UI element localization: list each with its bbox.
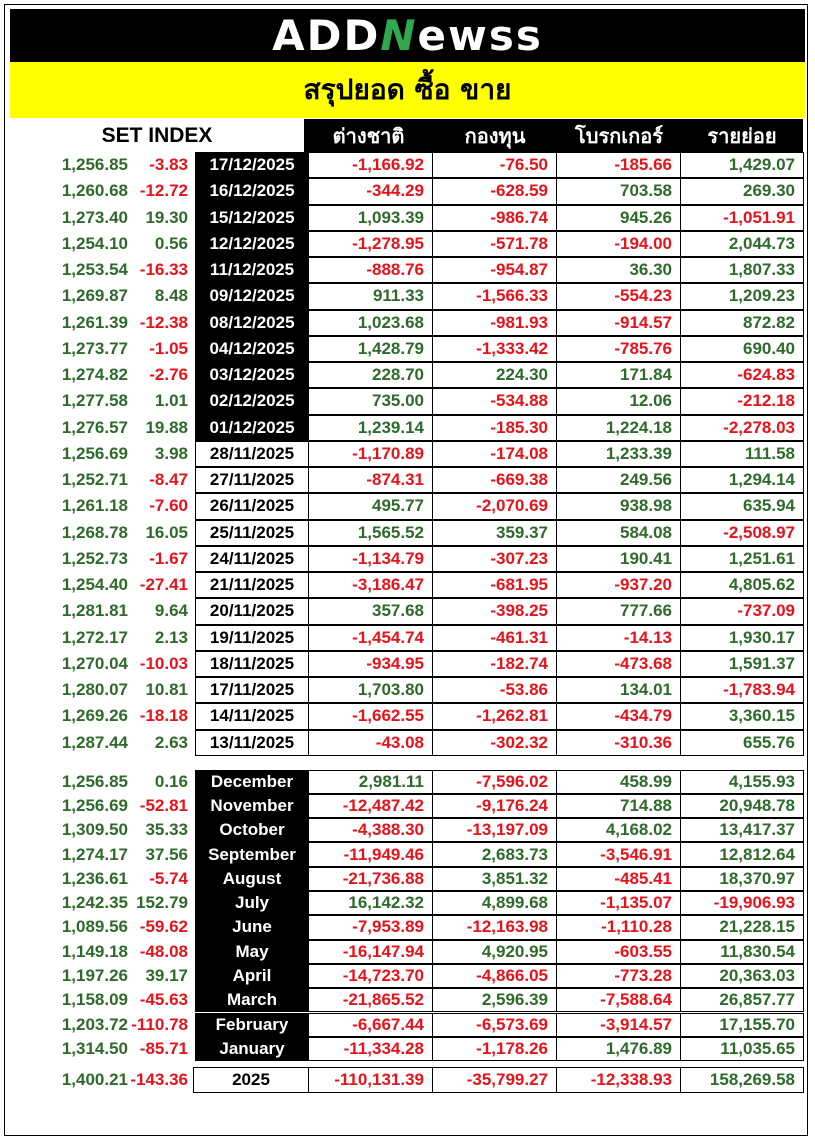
fund-value: 359.37 <box>433 520 557 546</box>
set-index-value: 1,256.69 <box>61 443 128 463</box>
set-index-change: -2.76 <box>149 365 188 385</box>
title-banner <box>10 62 805 118</box>
foreign-value: -934.95 <box>309 651 433 677</box>
date-label: 20/11/2025 <box>195 598 309 624</box>
broker-value: -434.79 <box>557 703 681 729</box>
date-label: 16/12/2025 <box>195 178 309 204</box>
foreign-value: -7,953.89 <box>309 915 433 939</box>
daily-row <box>0 625 815 651</box>
set-index-change: -143.36 <box>130 1070 188 1089</box>
month-label: May <box>195 940 309 964</box>
month-label: January <box>195 1037 309 1061</box>
daily-row <box>0 415 815 441</box>
set-index-value: 1,269.87 <box>61 286 128 306</box>
set-index-value: 1,270.04 <box>61 653 128 673</box>
fund-value: -461.31 <box>433 625 557 651</box>
foreign-value: 735.00 <box>309 388 433 414</box>
retail-value: -624.83 <box>681 362 804 388</box>
foreign-value: 16,142.32 <box>309 891 433 915</box>
fund-value: -681.95 <box>433 572 557 598</box>
daily-row <box>0 572 815 598</box>
column-header-foreign: ต่างชาติ <box>332 123 405 148</box>
set-index-change: 37.56 <box>145 844 188 864</box>
daily-row <box>0 231 815 257</box>
year-label: 2025 <box>193 1067 309 1093</box>
monthly-row <box>0 964 815 988</box>
broker-value: -1,135.07 <box>557 891 681 915</box>
fund-value: -302.32 <box>433 730 557 756</box>
set-index-value: 1,277.58 <box>61 391 128 411</box>
broker-value: -185.66 <box>557 152 681 178</box>
fund-value: -12,163.98 <box>433 915 557 939</box>
set-index-value: 1,274.82 <box>61 365 128 385</box>
set-index-value: 1,274.17 <box>61 844 128 864</box>
foreign-value: -43.08 <box>309 730 433 756</box>
set-index-value: 1,261.39 <box>61 312 128 332</box>
broker-value: 1,476.89 <box>557 1037 681 1061</box>
foreign-value: 357.68 <box>309 598 433 624</box>
fund-value: -986.74 <box>433 205 557 231</box>
foreign-value: -14,723.70 <box>309 964 433 988</box>
retail-value: 1,807.33 <box>681 257 804 283</box>
monthly-row <box>0 915 815 939</box>
retail-value: 4,805.62 <box>681 572 804 598</box>
set-index-change: 152.79 <box>136 893 188 913</box>
broker-value: 777.66 <box>557 598 681 624</box>
daily-row <box>0 310 815 336</box>
retail-value: -19,906.93 <box>681 891 804 915</box>
fund-value: -1,262.81 <box>433 703 557 729</box>
retail-value: 20,948.78 <box>681 794 804 818</box>
date-label: 25/11/2025 <box>195 520 309 546</box>
set-index-value: 1,287.44 <box>61 732 128 752</box>
broker-value: 4,168.02 <box>557 818 681 842</box>
retail-value: 1,251.61 <box>681 546 804 572</box>
monthly-row <box>0 770 815 794</box>
monthly-row <box>0 940 815 964</box>
month-label: March <box>195 988 309 1012</box>
set-index-value: 1,260.68 <box>61 181 128 201</box>
set-index-value: 1,261.18 <box>61 496 128 516</box>
foreign-value: -1,170.89 <box>309 441 433 467</box>
broker-value: 714.88 <box>557 794 681 818</box>
set-index-change: 10.81 <box>145 680 188 700</box>
retail-value: 635.94 <box>681 493 804 519</box>
daily-row <box>0 362 815 388</box>
retail-value: 1,591.37 <box>681 651 804 677</box>
foreign-value: 1,565.52 <box>309 520 433 546</box>
broker-value: -937.20 <box>557 572 681 598</box>
daily-row <box>0 598 815 624</box>
retail-value: 21,228.15 <box>681 915 804 939</box>
foreign-value: -11,949.46 <box>309 842 433 866</box>
date-label: 18/11/2025 <box>195 651 309 677</box>
broker-value: -1,110.28 <box>557 915 681 939</box>
monthly-row <box>0 1037 815 1061</box>
set-index-change: 0.56 <box>154 233 188 253</box>
foreign-value: 1,428.79 <box>309 336 433 362</box>
date-label: 15/12/2025 <box>195 205 309 231</box>
set-index-value: 1,400.21 <box>61 1070 128 1089</box>
foreign-value: 1,023.68 <box>309 310 433 336</box>
monthly-row <box>0 1013 815 1037</box>
column-header-bar <box>304 119 803 152</box>
set-index-change: 2.63 <box>154 732 188 752</box>
set-index-change: 2.13 <box>154 627 188 647</box>
set-index-value: 1,256.85 <box>61 771 128 791</box>
broker-value: -3,546.91 <box>557 842 681 866</box>
monthly-row <box>0 842 815 866</box>
fund-value: -398.25 <box>433 598 557 624</box>
date-label: 03/12/2025 <box>195 362 309 388</box>
retail-value: -1,783.94 <box>681 677 804 703</box>
fund-value: 4,899.68 <box>433 891 557 915</box>
set-index-change: -48.08 <box>139 941 188 961</box>
retail-value: 20,363.03 <box>681 964 804 988</box>
daily-row <box>0 651 815 677</box>
set-index-value: 1,269.26 <box>61 706 128 726</box>
set-index-value: 1,254.10 <box>61 233 128 253</box>
broker-value: -7,588.64 <box>557 988 681 1012</box>
fund-value: 3,851.32 <box>433 867 557 891</box>
set-index-change: -59.62 <box>139 917 188 937</box>
retail-value: 13,417.37 <box>681 818 804 842</box>
daily-row <box>0 520 815 546</box>
set-index-value: 1,242.35 <box>61 893 128 913</box>
set-index-value: 1,314.50 <box>61 1038 128 1058</box>
broker-value: 1,224.18 <box>557 415 681 441</box>
broker-value: 945.26 <box>557 205 681 231</box>
broker-value: 458.99 <box>557 770 681 794</box>
fund-value: -185.30 <box>433 415 557 441</box>
set-index-value: 1,309.50 <box>61 820 128 840</box>
set-index-change: -1.67 <box>149 548 188 568</box>
broker-value: 134.01 <box>557 677 681 703</box>
daily-row <box>0 441 815 467</box>
set-index-change: 39.17 <box>145 966 188 986</box>
month-label: August <box>195 867 309 891</box>
fund-value: -571.78 <box>433 231 557 257</box>
daily-row <box>0 388 815 414</box>
foreign-value: 1,239.14 <box>309 415 433 441</box>
fund-value: -534.88 <box>433 388 557 414</box>
broker-value: -773.28 <box>557 964 681 988</box>
set-index-value: 1,158.09 <box>61 990 128 1010</box>
yearly-total-row <box>0 1067 815 1093</box>
month-label: June <box>195 915 309 939</box>
set-index-header: SET INDEX <box>101 124 213 147</box>
foreign-value: -11,334.28 <box>309 1037 433 1061</box>
fund-value: -307.23 <box>433 546 557 572</box>
fund-value: -4,866.05 <box>433 964 557 988</box>
set-index-change: -16.33 <box>139 260 188 280</box>
broker-value: -485.41 <box>557 867 681 891</box>
broker-value: -310.36 <box>557 730 681 756</box>
set-index-value: 1,149.18 <box>61 941 128 961</box>
month-label: September <box>195 842 309 866</box>
retail-value: 872.82 <box>681 310 804 336</box>
set-index-value: 1,281.81 <box>61 601 128 621</box>
broker-value: -3,914.57 <box>557 1013 681 1037</box>
retail-value: 111.58 <box>681 441 804 467</box>
date-label: 12/12/2025 <box>195 231 309 257</box>
set-index-value: 1,254.40 <box>61 575 128 595</box>
fund-value: 2,683.73 <box>433 842 557 866</box>
date-label: 02/12/2025 <box>195 388 309 414</box>
set-index-value: 1,236.61 <box>61 868 128 888</box>
retail-value: 1,429.07 <box>681 152 804 178</box>
broker-value: -554.23 <box>557 283 681 309</box>
fund-value: -182.74 <box>433 651 557 677</box>
retail-value: 11,830.54 <box>681 940 804 964</box>
column-header-fund: กองทุน <box>464 123 526 148</box>
date-label: 11/12/2025 <box>195 257 309 283</box>
date-label: 17/11/2025 <box>195 677 309 703</box>
foreign-value: -1,278.95 <box>309 231 433 257</box>
broker-value: 1,233.39 <box>557 441 681 467</box>
set-index-change: -45.63 <box>139 990 188 1010</box>
set-index-value: 1,256.69 <box>61 795 128 815</box>
broker-value: -14.13 <box>557 625 681 651</box>
retail-value: 3,360.15 <box>681 703 804 729</box>
set-index-change: -7.60 <box>149 496 188 516</box>
month-label: December <box>195 770 309 794</box>
fund-value: -1,566.33 <box>433 283 557 309</box>
fund-value: -1,333.42 <box>433 336 557 362</box>
foreign-value: -1,166.92 <box>309 152 433 178</box>
set-index-value: 1,252.71 <box>61 470 128 490</box>
foreign-value: -1,662.55 <box>309 703 433 729</box>
foreign-value: 495.77 <box>309 493 433 519</box>
fund-value: -76.50 <box>433 152 557 178</box>
set-index-change: -18.18 <box>139 706 188 726</box>
set-index-change: 1.01 <box>154 391 188 411</box>
date-label: 27/11/2025 <box>195 467 309 493</box>
set-index-change: -1.05 <box>149 338 188 358</box>
retail-value: 655.76 <box>681 730 804 756</box>
set-index-change: -85.71 <box>139 1038 188 1058</box>
set-index-change: 0.16 <box>154 771 188 791</box>
fund-value: 4,920.95 <box>433 940 557 964</box>
set-index-change: -3.83 <box>149 155 188 175</box>
fund-value: -628.59 <box>433 178 557 204</box>
foreign-value: -1,454.74 <box>309 625 433 651</box>
daily-row <box>0 703 815 729</box>
retail-value: 18,370.97 <box>681 867 804 891</box>
set-index-value: 1,272.17 <box>61 627 128 647</box>
retail-value: 1,209.23 <box>681 283 804 309</box>
foreign-value: 1,093.39 <box>309 205 433 231</box>
daily-row <box>0 493 815 519</box>
set-index-change: 19.88 <box>145 417 188 437</box>
fund-value: -53.86 <box>433 677 557 703</box>
monthly-row <box>0 988 815 1012</box>
retail-value: -2,508.97 <box>681 520 804 546</box>
monthly-row <box>0 891 815 915</box>
set-index-value: 1,276.57 <box>61 417 128 437</box>
foreign-value: 2,981.11 <box>309 770 433 794</box>
date-label: 24/11/2025 <box>195 546 309 572</box>
foreign-value: -16,147.94 <box>309 940 433 964</box>
set-index-change: 16.05 <box>145 522 188 542</box>
date-label: 26/11/2025 <box>195 493 309 519</box>
month-label: February <box>195 1013 309 1037</box>
monthly-row <box>0 794 815 818</box>
broker-value: -194.00 <box>557 231 681 257</box>
fund-value: -1,178.26 <box>433 1037 557 1061</box>
fund-value: -9,176.24 <box>433 794 557 818</box>
date-label: 21/11/2025 <box>195 572 309 598</box>
foreign-value: 228.70 <box>309 362 433 388</box>
retail-value: 269.30 <box>681 178 804 204</box>
set-index-change: 35.33 <box>145 820 188 840</box>
set-index-change: -10.03 <box>139 653 188 673</box>
broker-value: -603.55 <box>557 940 681 964</box>
fund-value: -981.93 <box>433 310 557 336</box>
daily-row <box>0 205 815 231</box>
foreign-value: -3,186.47 <box>309 572 433 598</box>
foreign-value: -4,388.30 <box>309 818 433 842</box>
retail-value: -737.09 <box>681 598 804 624</box>
fund-value: 2,596.39 <box>433 988 557 1012</box>
broker-value: 36.30 <box>557 257 681 283</box>
retail-value: -1,051.91 <box>681 205 804 231</box>
foreign-value: -874.31 <box>309 467 433 493</box>
daily-row <box>0 730 815 756</box>
set-index-change: 8.48 <box>154 286 188 306</box>
date-label: 28/11/2025 <box>195 441 309 467</box>
broker-value: -473.68 <box>557 651 681 677</box>
month-label: April <box>195 964 309 988</box>
daily-row <box>0 257 815 283</box>
set-index-value: 1,268.78 <box>61 522 128 542</box>
column-header-broker: โบรกเกอร์ <box>575 123 663 148</box>
set-index-change: -52.81 <box>139 795 188 815</box>
retail-value: 1,294.14 <box>681 467 804 493</box>
retail-value: 4,155.93 <box>681 770 804 794</box>
foreign-value: -12,487.42 <box>309 794 433 818</box>
fund-value: -669.38 <box>433 467 557 493</box>
date-label: 04/12/2025 <box>195 336 309 362</box>
set-index-value: 1,253.54 <box>61 260 128 280</box>
fund-value: -7,596.02 <box>433 770 557 794</box>
date-label: 17/12/2025 <box>195 152 309 178</box>
retail-value: -2,278.03 <box>681 415 804 441</box>
daily-row <box>0 178 815 204</box>
broker-value: 171.84 <box>557 362 681 388</box>
set-index-change: 9.64 <box>154 601 188 621</box>
set-index-value: 1,273.77 <box>61 338 128 358</box>
daily-row <box>0 467 815 493</box>
fund-value: 224.30 <box>433 362 557 388</box>
column-header-retail: รายย่อย <box>707 123 777 148</box>
fund-value: -6,573.69 <box>433 1013 557 1037</box>
month-label: July <box>195 891 309 915</box>
month-label: October <box>195 818 309 842</box>
retail-value: 17,155.70 <box>681 1013 804 1037</box>
date-label: 08/12/2025 <box>195 310 309 336</box>
foreign-value: -6,667.44 <box>309 1013 433 1037</box>
fund-value: -954.87 <box>433 257 557 283</box>
set-index-value: 1,203.72 <box>61 1014 128 1034</box>
fund-value: -35,799.27 <box>433 1067 557 1093</box>
retail-value: 158,269.58 <box>681 1067 804 1093</box>
broker-value: 249.56 <box>557 467 681 493</box>
monthly-row <box>0 867 815 891</box>
set-index-value: 1,089.56 <box>61 917 128 937</box>
daily-row <box>0 546 815 572</box>
date-label: 09/12/2025 <box>195 283 309 309</box>
daily-row <box>0 152 815 178</box>
set-index-value: 1,273.40 <box>61 207 128 227</box>
broker-value: -785.76 <box>557 336 681 362</box>
retail-value: 26,857.77 <box>681 988 804 1012</box>
set-index-value: 1,197.26 <box>61 966 128 986</box>
daily-row <box>0 677 815 703</box>
brand-logo: ADDNewss <box>272 10 543 60</box>
set-index-change: -27.41 <box>139 575 188 595</box>
foreign-value: -1,134.79 <box>309 546 433 572</box>
retail-value: -212.18 <box>681 388 804 414</box>
date-label: 19/11/2025 <box>195 625 309 651</box>
foreign-value: -344.29 <box>309 178 433 204</box>
set-index-change: 3.98 <box>154 443 188 463</box>
set-index-value: 1,280.07 <box>61 680 128 700</box>
fund-value: -2,070.69 <box>433 493 557 519</box>
monthly-row <box>0 818 815 842</box>
broker-value: 12.06 <box>557 388 681 414</box>
set-index-change: -12.38 <box>139 312 188 332</box>
foreign-value: -888.76 <box>309 257 433 283</box>
set-index-value: 1,252.73 <box>61 548 128 568</box>
date-label: 14/11/2025 <box>195 703 309 729</box>
retail-value: 12,812.64 <box>681 842 804 866</box>
broker-value: -914.57 <box>557 310 681 336</box>
retail-value: 11,035.65 <box>681 1037 804 1061</box>
date-label: 13/11/2025 <box>195 730 309 756</box>
broker-value: 938.98 <box>557 493 681 519</box>
set-index-change: -12.72 <box>139 181 188 201</box>
daily-row <box>0 283 815 309</box>
broker-value: 584.08 <box>557 520 681 546</box>
brand-header <box>10 9 805 62</box>
date-label: 01/12/2025 <box>195 415 309 441</box>
set-index-change: 19.30 <box>145 207 188 227</box>
fund-value: -174.08 <box>433 441 557 467</box>
foreign-value: 911.33 <box>309 283 433 309</box>
page-title: สรุปยอด ซื้อ ขาย <box>303 73 512 106</box>
daily-row <box>0 336 815 362</box>
foreign-value: -110,131.39 <box>309 1067 433 1093</box>
foreign-value: 1,703.80 <box>309 677 433 703</box>
retail-value: 1,930.17 <box>681 625 804 651</box>
broker-value: 703.58 <box>557 178 681 204</box>
broker-value: 190.41 <box>557 546 681 572</box>
set-index-change: -110.78 <box>131 1014 188 1034</box>
foreign-value: -21,736.88 <box>309 867 433 891</box>
fund-value: -13,197.09 <box>433 818 557 842</box>
set-index-change: -5.74 <box>149 868 188 888</box>
foreign-value: -21,865.52 <box>309 988 433 1012</box>
set-index-change: -8.47 <box>149 470 188 490</box>
broker-value: -12,338.93 <box>557 1067 681 1093</box>
month-label: November <box>195 794 309 818</box>
retail-value: 2,044.73 <box>681 231 804 257</box>
retail-value: 690.40 <box>681 336 804 362</box>
set-index-value: 1,256.85 <box>61 155 128 175</box>
